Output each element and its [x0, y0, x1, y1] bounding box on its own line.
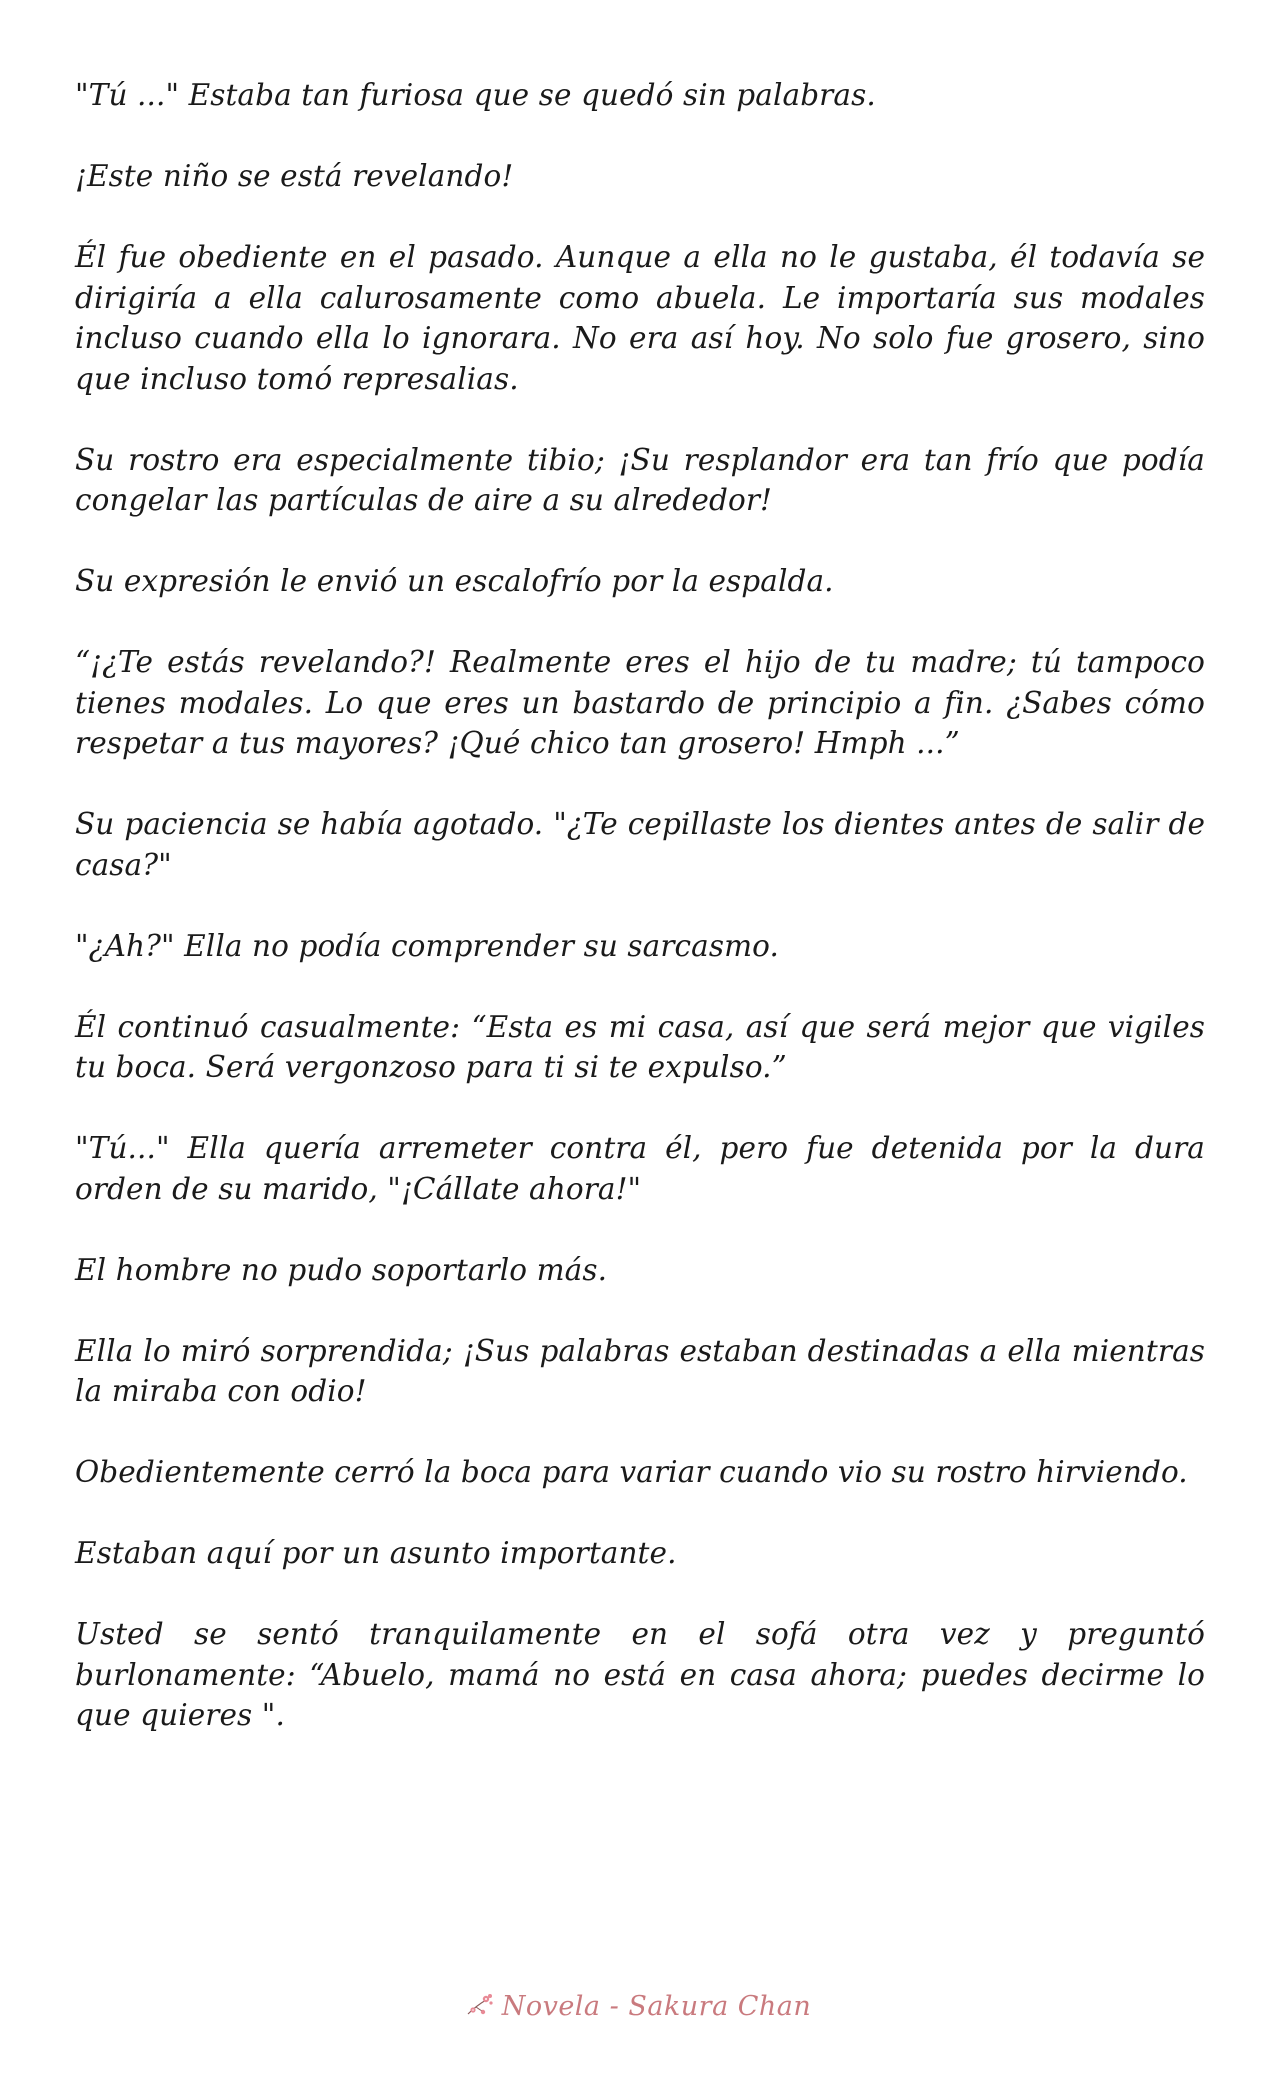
paragraph-4: Su rostro era especialmente tibio; ¡Su resplandor era tan frío que podía congelar las partículas de aire a su alrededor!: [75, 442, 1205, 517]
sakura-blossom-icon: [464, 1990, 496, 2022]
footer-text: Novela - Sakura Chan: [501, 1990, 812, 2022]
paragraph-2: ¡Este niño se está revelando!: [75, 159, 514, 193]
paragraph-10: "Tú..." Ella quería arremeter contra él, pero fue detenida por la dura orden de su marido, "¡Cállate ahora!": [75, 1131, 1205, 1206]
paragraph-12: Ella lo miró sorprendida; ¡Sus palabras estaban destinadas a ella mientras la miraba con odio!: [75, 1333, 1205, 1408]
paragraph-5: Su expresión le envió un escalofrío por la espalda.: [75, 564, 834, 598]
footer-watermark: [0, 1990, 1275, 2022]
paragraph-7: Su paciencia se había agotado. "¿Te cepillaste los dientes antes de salir de casa?": [75, 807, 1205, 882]
paragraph-14: Estaban aquí por un asunto importante.: [75, 1536, 677, 1570]
paragraph-1: "Tú ..." Estaba tan furiosa que se quedó sin palabras.: [75, 78, 876, 112]
paragraph-15: Usted se sentó tranquilamente en el sofá otra vez y preguntó burlonamente: “Abuelo, mamá no está en casa ahora; puedes decirme lo que quieres ".: [75, 1617, 1205, 1732]
paragraph-8: "¿Ah?" Ella no podía comprender su sarcasmo.: [75, 928, 779, 963]
paragraph-13: Obedientemente cerró la boca para variar cuando vio su rostro hirviendo.: [75, 1455, 1188, 1489]
paragraph-9: Él continuó casualmente: “Esta es mi casa, así que será mejor que vigiles tu boca. Será vergonzoso para ti si te expulso.”: [75, 1009, 1205, 1084]
paragraph-3: Él fue obediente en el pasado. Aunque a ella no le gustaba, él todavía se dirigiría a ella calurosamente como abuela. Le importaría sus modales incluso cuando ella lo ignorara. No era así hoy. No solo fue grosero, sino que incluso tomó represalias.: [75, 240, 1205, 396]
paragraph-6: “¡¿Te estás revelando?! Realmente eres el hijo de tu madre; tú tampoco tienes modales. Lo que eres un bastardo de principio a fin. ¿Sabes cómo respetar a tus mayores? ¡Qué chico tan grosero! Hmph ...”: [75, 645, 1205, 760]
paragraph-11: El hombre no pudo soportarlo más.: [75, 1252, 608, 1287]
document-body: [75, 75, 1205, 1776]
